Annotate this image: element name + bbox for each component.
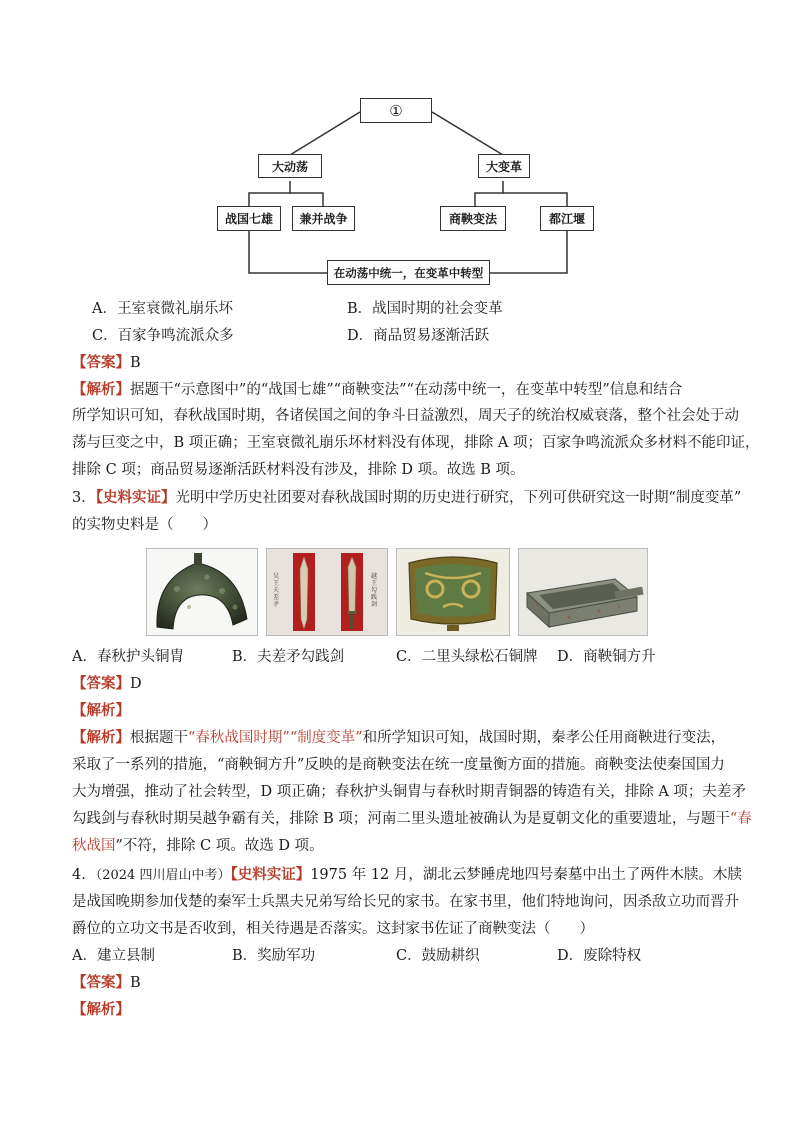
q3-analysis-tag: 【解析】 [72, 729, 130, 746]
diagram-node-annex-wars: 兼并战争 [292, 206, 355, 231]
q3-analysis-1-pre: 根据题干 [130, 730, 188, 746]
q3-stem-text-1: 光明中学历史社团要对春秋战国时期的历史进行研究，下列可供研究这一时期“制度变革” [175, 490, 742, 506]
q4-analysis-label: 【解析】 [72, 1001, 130, 1018]
q4-answer-value: B [130, 975, 141, 991]
q3-analysis-label: 【解析】 [72, 702, 130, 719]
sword-caption: 越王勾践剑 [371, 573, 378, 608]
q2-option-a: A．王室衰微礼崩乐坏 [92, 301, 233, 317]
bronze-measure-image [518, 548, 648, 636]
q4-stem-text-1: 1975 年 12 月，湖北云梦睡虎地四号秦墓中出土了两件木牍。木牍 [310, 867, 742, 883]
q3-stem-line-1 [72, 485, 741, 511]
q3-option-b: B．夫差矛勾践剑 [232, 649, 345, 665]
q2-analysis-text-1: 据题干“示意图中”的“战国七雄”“商鞅变法”“在动荡中统一，在变革中转型”信息和结合 [130, 382, 683, 398]
q4-option-b: B．奖励军功 [232, 948, 316, 964]
q3-stem-line-2: 的实物史料是（ ） [72, 517, 217, 533]
diagram-node-dujiangyan: 都江堰 [540, 206, 594, 231]
q4-source: （2024 四川眉山中考） [95, 868, 231, 883]
q3-tag: 【史料实证】 [95, 489, 176, 506]
q4-stem-line-1 [72, 862, 742, 889]
q3-number: 3． [72, 490, 96, 506]
q4-number: 4． [72, 867, 96, 883]
q2-option-d: D．商品贸易逐渐活跃 [347, 328, 490, 344]
diagram-node-seven-states: 战国七雄 [217, 206, 281, 231]
q3-analysis-line-2: 采取了一系列的措施，“商鞅铜方升”反映的是商鞅变法在统一度量衡方面的措施。商鞅变法使秦国国力 [72, 757, 725, 773]
q2-option-c: C．百家争鸣流派众多 [92, 328, 234, 344]
q3-answer [72, 671, 142, 697]
q4-answer-tag: 【答案】 [72, 974, 130, 991]
q2-answer [72, 350, 141, 376]
q3-option-a: A．春秋护头铜胄 [72, 649, 184, 665]
q3-analysis-1-highlight: “春秋战国时期”“制度变革” [188, 730, 363, 746]
q2-analysis-line-3: 荡与巨变之中，B 项正确；王室衰微礼崩乐坏材料没有体现，排除 A 项；百家争鸣流派众多材料不能印证， [72, 435, 760, 451]
q2-analysis-line-1 [72, 377, 682, 403]
q4-answer [72, 970, 141, 996]
q3-analysis-line-5 [72, 833, 324, 859]
bronze-helmet-image [146, 548, 258, 636]
q3-analysis-4-highlight: “春 [729, 811, 752, 827]
q3-analysis-line-3: 大为增强，推动了社会转型，D 项正确；春秋护头铜胄与春秋时期青铜器的铸造有关，排除 A 项；夫差矛 [72, 784, 746, 800]
diagram-node-turmoil: 大动荡 [258, 154, 322, 178]
q4-option-c: C．鼓励耕织 [396, 948, 480, 964]
q2-answer-value: B [130, 355, 141, 371]
q3-option-c: C．二里头绿松石铜牌 [396, 649, 538, 665]
q3-answer-tag: 【答案】 [72, 675, 130, 692]
q4-stem-line-3: 爵位的立功文书是否收到，相关待遇是否落实。这封家书佐证了商鞅变法（ ） [72, 921, 594, 937]
q2-analysis-tag: 【解析】 [72, 381, 130, 398]
diagram-connectors [0, 0, 794, 300]
q4-option-a: A．建立县制 [72, 948, 155, 964]
q2-analysis-line-4: 排除 C 项；商品贸易逐渐活跃材料没有涉及，排除 D 项。故选 B 项。 [72, 462, 525, 478]
q4-option-d: D．废除特权 [557, 948, 642, 964]
q3-answer-value: D [130, 676, 142, 692]
q3-analysis-line-1 [72, 725, 725, 751]
sword-spear-image [266, 548, 388, 636]
q2-answer-tag: 【答案】 [72, 354, 130, 371]
q3-analysis-1-post: 和所学知识可知，战国时期，秦孝公任用商鞅进行变法， [362, 730, 726, 746]
diagram-node-reform: 大变革 [478, 154, 530, 178]
q2-option-b: B．战国时期的社会变革 [347, 301, 503, 317]
spear-caption: 吴王夫差矛 [273, 573, 280, 608]
q4-stem-line-2: 是战国晚期参加伐楚的秦军士兵黑夫兄弟写给长兄的家书。在家书里，他们特地询问，因杀敌立功而晋升 [72, 894, 739, 910]
diagram-node-top: ① [360, 98, 432, 123]
q3-analysis-5-text: ”不符，排除 C 项。故选 D 项。 [115, 838, 324, 854]
q4-tag: 【史料实证】 [230, 866, 311, 883]
diagram-node-shang-yang-reform: 商鞅变法 [440, 206, 506, 231]
q2-analysis-line-2: 所学知识可知，春秋战国时期，各诸侯国之间的争斗日益激烈，周天子的统治权威衰落，整个社会处于动 [72, 408, 739, 424]
q3-analysis-4-text: 勾践剑与春秋时期吴越争霸有关，排除 B 项；河南二里头遗址被确认为是夏朝文化的重要遗址，与题干 [72, 811, 730, 827]
q3-analysis-line-4 [72, 806, 752, 832]
q3-analysis-5-highlight: 秋战国 [72, 838, 116, 854]
q3-option-d: D．商鞅铜方升 [557, 649, 656, 665]
turquoise-plaque-image [396, 548, 510, 636]
diagram-node-bottom: 在动荡中统一，在变革中转型 [327, 260, 490, 285]
